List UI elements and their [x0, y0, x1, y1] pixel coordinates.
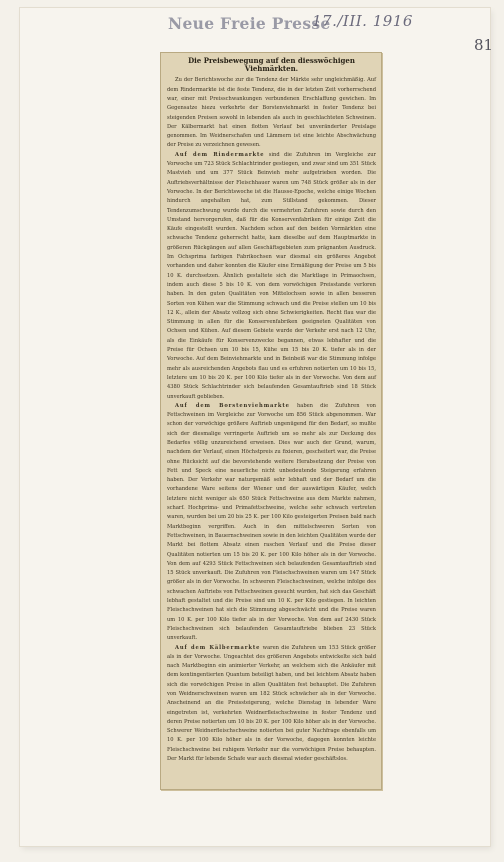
paragraph-lead: Auf dem Borstenviehmarkte	[175, 402, 290, 409]
article-body	[167, 76, 376, 764]
article-headline: Die Preisbewegung auf den diesswöchigen Viehmärkten.	[188, 56, 355, 74]
handwritten-date: 17./III. 1916	[312, 12, 413, 30]
article-paragraph	[167, 644, 376, 765]
article-paragraph	[167, 402, 376, 644]
paragraph-text: waren die Zufuhren um 153 Stück größer als in der Vorwoche. Ungeachtet des größeren Angebots entwickelte sich bald nach Marktbeginn ein animierter Verkehr, an welchem sich die Ankäufer mit dem kontingentierten Quantum beteiligt haben, und bei leichtem Absatz haben sich die vorwöchigen Preise in allen Qualitäten fest behauptet. Die Zufuhren von Weidnerschweinen waren um 182 Stück schwächer als in der Vorwoche. Anscheinend an die Preissteigerung, welche Dienstag in lebender Ware eingetreten ist, verkehrten Weidnerfleischschweine in fester Tendenz und deren Preise notierten um 10 bis 20 K. per 100 Kilo höher als in der Vorwoche. Schwerer Weidnerfleischschweine notierten bei guter Nachfrage ebenfalls um 10 K. per 100 Kilo höher als in der Vorwoche, dagegen konnten leichte Fleischschweine bei ruhigem Verkehr nur die vorwöchigen Preise behaupten. Der Markt für lebende Schafe war auch diesmal wieder geschäftslos.	[167, 644, 376, 763]
article-paragraph	[167, 76, 376, 150]
paragraph-text: haben die Zufuhren von Fettschweinen im Vergleiche zur Vorwoche um 856 Stück abgenommen. War schon der vorwöchige größere Auftrieb ungenügend für den Bedarf, so mußte sich der diesmalige verringerte Auftrieb um so mehr als zur Deckung des Bedarfes völlig unzureichend erweisen. Dies war auch der Grund, warum, nachdem der Verlauf, einen Höchstpreis zu fixieren, gescheitert war, die Preise ohne Rücksicht auf die bevorstehende weitere Herabsetzung der Preise von Fett und Speck eine neuerliche nicht unbedeutende Steigerung erfahren haben. Der Verkehr war naturgemäß sehr lebhaft und der Bedarf um die vorhandene Ware seitens der Wiener und der auswärtigen Käufer, welch letztere nicht weniger als 650 Stück Fettschweine aus dem Markte nahmen, scharf. Hochprima- und Primafettschweine, welche sehr schwach vertreten waren, wurden bei um 20 bis 25 K. per 100 Kilo gesteigerten Preisen bald nach Marktbeginn vergriffen. Auch in den mittelschweren Sorten von Fettschweinen, in Bauernschweinen sowie in den leichten Qualitäten wurde der Markt bei flottem Absatz einen raschen Verlauf und die Preise dieser Qualitäten notierten um 15 bis 20 K. per 100 Kilo höher als in der Vorwoche. Von dem auf 4293 Stück Fettschweinen sich belaufenden Gesamtauftrieb sind 15 Stück unverkauft. Die Zufuhren von Fleischschweinen waren um 147 Stück größer als in der Vorwoche. In schweren Fleischschweinen, welche infolge des schwachen Auftriebs von Fettschweinen gesucht wurden, hat sich das Geschäft lebhaft gestaltet und die Preise sind um 10 K. per Kilo gestiegen. In leichten Fleischschweinen hat sich die Stimmung abgeschwächt und die Preise waren um 10 K. per 100 Kilo tiefer als in der Vorwoche. Von dem auf 2430 Stück Fleischschweinen sich belaufenden Gesamtauftriebe blieben 23 Stück unverkauft.	[167, 402, 376, 642]
paragraph-lead: Auf dem Kälbermarkte	[175, 644, 261, 651]
paragraph-text: Zu der Berichtswoche zur die Tendenz der Märkte sehr ungleichmäßig. Auf dem Rindermarkte ist die feste Tendenz, die in der letzten Zeit vorherrschend war, einer mit Preisschwankungen verbundenen Erschlaffung gewichen. Im Gegensatze hiezu verkehrte der Borstenviehmarkt in fester Tendenz bei steigenden Preisen sowohl in lebenden als auch in geschlachteten Schweinen. Der Kälbermarkt hat einen flotten Verlauf bei unveränderter Preislage genommen. Im Weidnerschafen und Lämmern ist eine leichte Abschwächung der Preise zu verzeichnen gewesen.	[167, 77, 376, 149]
paragraph-lead: Auf dem Rindermarkte	[175, 151, 265, 158]
newspaper-masthead: Neue Freie Presse	[168, 14, 331, 33]
article-paragraph	[167, 151, 376, 402]
paragraph-text: sind die Zufuhren im Vergleiche zur Vorwoche um 723 Stück Schlachtrinder gestiegen, und zwar sind um 351 Stück Mastvieh und um 377 Stück Beinvieh mehr aufgetrieben worden. Die Auftriebsverhältnisse der Fleischhauer waren um 748 Stück größer als in der Vorwoche. In der Berichtswoche ist die Hausse-Epoche, welche einige Wochen hindurch angehalten hat, zum Stillstand gekommen. Dieser Tendenzumschwung wurde durch die vermehrten Zufuhren sowie durch den Umstand hervorgerufen, daß für die Konservenfabriken für einige Zeit die Käufe eingestellt wurden. Nachdem schon auf den beiden Vormärkten eine schwache Tendenz geherrscht hatte, kam dieselbe auf dem Hauptmarkte in größeren Rückgängen auf allen Geschäftsgebieten zum prägnanten Ausdruck. Im Ochsprima farbigen Fabrikochsen war diesmal ein größeres Angebot vorhanden und daher konnten die Käufer eine Ermäßigung der Preise um 5 bis 10 K. durchsetzen. Ähnlich gestaltete sich die Marktlage in Primaochsen, indem auch diese 5 bis 10 K. von dem vorwöchigen Preisstande verloren haben. In den guten Qualitäten von Mittelochsen sowie in allen besseren Sorten von Kühen war die Stimmung schwach und die Preise stellen um 10 bis 12 K., allein der Absatz vollzog sich ohne Schwierigkeiten. Recht flau war die Stimmung in allen für die Konservenfabriken geeigneten Qualitäten von Ochsen und Kühen. Auf diesem Gebiete wurde der Verkehr erst nach 12 Uhr, als die Einkäufe für Konservenzwecke begannen, etwas lebhafter und die Preise für Ochsen um 10 bis 15, Kühe um 15 bis 20 K. tiefer als in der Vorwoche. Auf dem Beinviehmarkte und in Beinbeiß war die Stimmung infolge mehr als ausreichenden Angebots flau und es erfuhren notierten um 10 bis 15, letztere um 10 bis 20 K. per 100 Kilo tiefer als in der Vorwoche. Von dem auf 4380 Stück Schlachtrinder sich belaufenden Gesamtauftrieb sind 18 Stück unverkauft geblieben.	[167, 151, 377, 400]
archive-sheet	[20, 8, 494, 846]
newspaper-clipping	[160, 52, 382, 790]
page-number: 81	[474, 36, 494, 54]
